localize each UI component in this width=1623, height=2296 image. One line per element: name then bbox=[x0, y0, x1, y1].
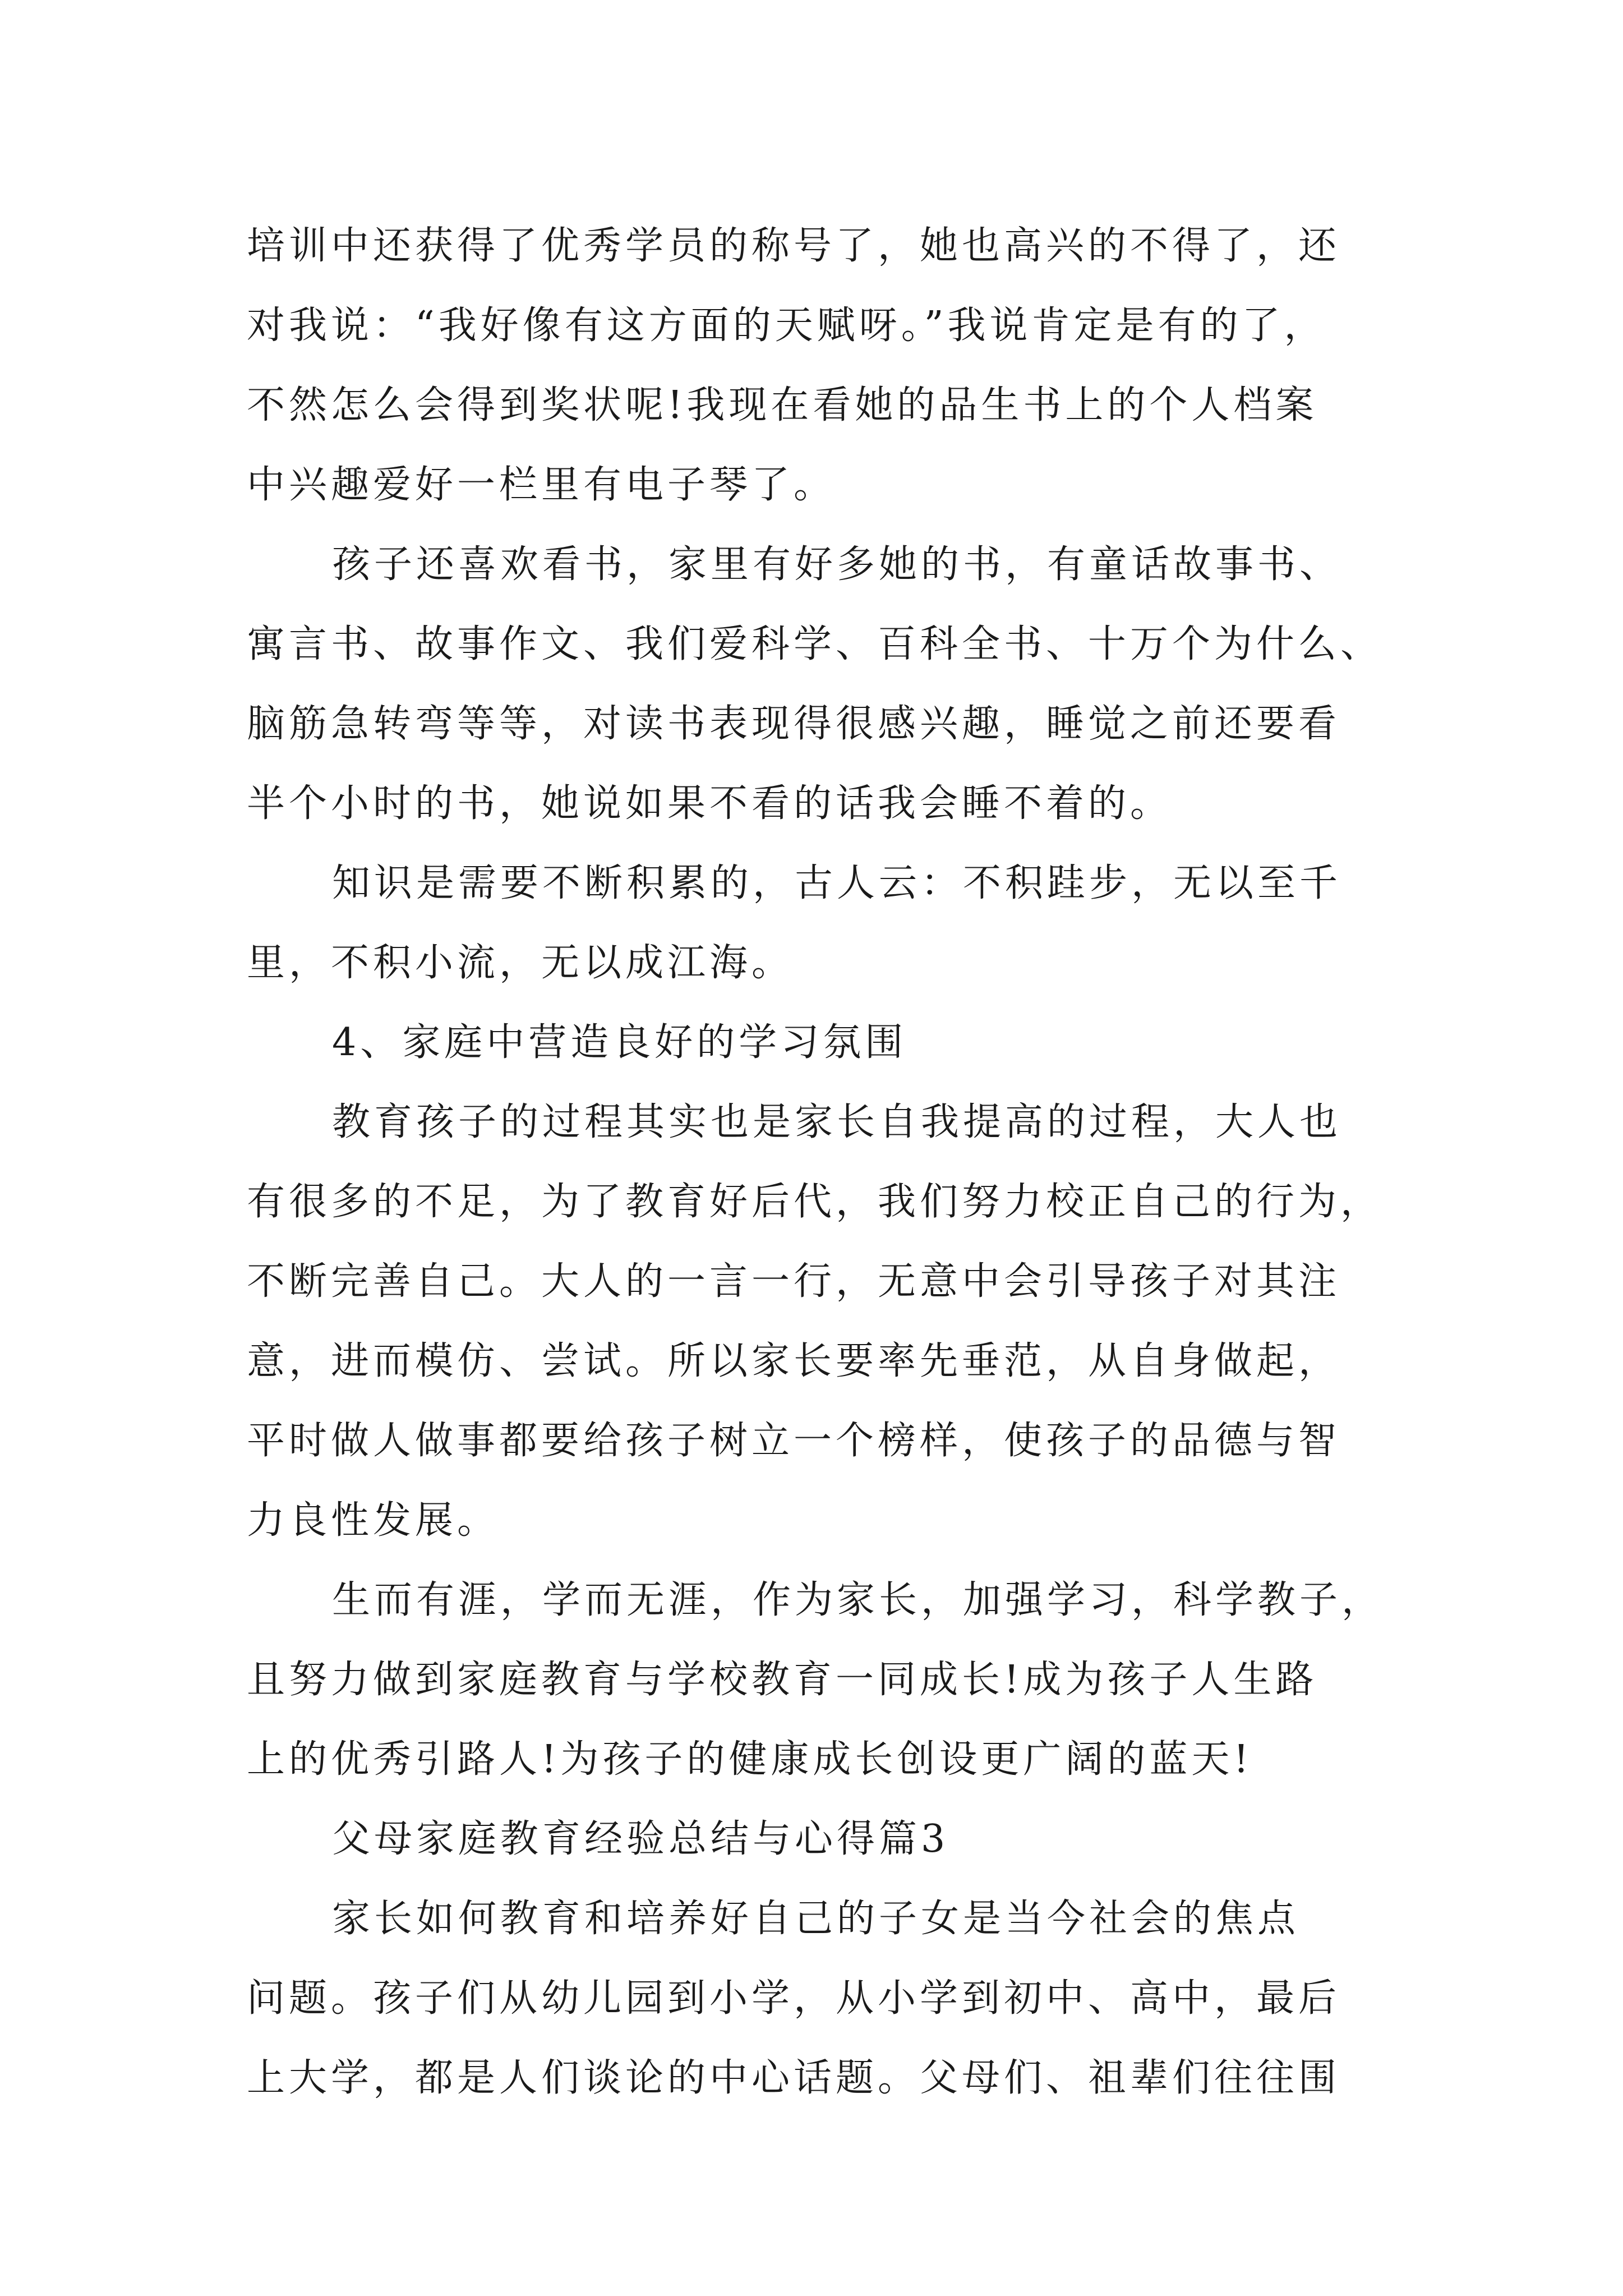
document-body bbox=[247, 206, 1391, 2118]
text-line: 寓言书、故事作文、我们爱科学、百科全书、十万个为什么、 bbox=[247, 622, 1383, 666]
text-line: 上的优秀引路人!为孩子的健康成长创设更广阔的蓝天! bbox=[247, 1737, 1253, 1782]
text-line: 脑筋急转弯等等，对读书表现得很感兴趣，睡觉之前还要看 bbox=[247, 702, 1341, 746]
text-line: 父母家庭教育经验总结与心得篇3 bbox=[332, 1817, 949, 1861]
text-line: 对我说：“我好像有这方面的天赋呀。”我说肯定是有的了， bbox=[247, 303, 1326, 348]
text-line: 不然怎么会得到奖状呢!我现在看她的品生书上的个人档案 bbox=[247, 383, 1318, 427]
paragraph bbox=[247, 1561, 1391, 1800]
text-line: 问题。孩子们从幼儿园到小学，从小学到初中、高中，最后 bbox=[247, 1976, 1341, 2021]
text-line: 意，进而模仿、尝试。所以家长要率先垂范，从自身做起， bbox=[247, 1339, 1341, 1383]
text-line: 力良性发展。 bbox=[247, 1498, 500, 1543]
paragraph bbox=[247, 844, 1391, 1003]
text-line: 家长如何教育和培养好自己的子女是当今社会的焦点 bbox=[332, 1897, 1300, 1941]
section-heading bbox=[247, 1003, 1391, 1083]
paragraph bbox=[247, 525, 1391, 844]
text-line: 4、家庭中营造良好的学习氛围 bbox=[332, 1020, 907, 1065]
text-line: 培训中还获得了优秀学员的称号了，她也高兴的不得了，还 bbox=[247, 224, 1341, 268]
text-line: 平时做人做事都要给孩子树立一个榜样，使孩子的品德与智 bbox=[247, 1419, 1341, 1463]
text-line: 里，不积小流，无以成江海。 bbox=[247, 941, 794, 985]
text-line: 孩子还喜欢看书，家里有好多她的书，有童话故事书、 bbox=[332, 542, 1342, 587]
text-line: 教育孩子的过程其实也是家长自我提高的过程，大人也 bbox=[332, 1100, 1342, 1144]
text-line: 生而有涯，学而无涯，作为家长，加强学习，科学教子， bbox=[332, 1578, 1384, 1622]
text-line: 有很多的不足，为了教育好后代，我们努力校正自己的行为， bbox=[247, 1180, 1383, 1224]
paragraph bbox=[247, 206, 1391, 525]
section-title bbox=[247, 1800, 1391, 1879]
text-line: 且努力做到家庭教育与学校教育一同成长!成为孩子人生路 bbox=[247, 1658, 1318, 1702]
text-line: 上大学，都是人们谈论的中心话题。父母们、祖辈们往往围 bbox=[247, 2056, 1341, 2100]
text-line: 不断完善自己。大人的一言一行，无意中会引导孩子对其注 bbox=[247, 1259, 1341, 1304]
text-line: 半个小时的书，她说如果不看的话我会睡不着的。 bbox=[247, 781, 1173, 826]
paragraph bbox=[247, 1083, 1391, 1561]
paragraph bbox=[247, 1879, 1391, 2118]
text-line: 中兴趣爱好一栏里有电子琴了。 bbox=[247, 463, 836, 507]
text-line: 知识是需要不断积累的，古人云：不积跬步，无以至千 bbox=[332, 861, 1342, 905]
